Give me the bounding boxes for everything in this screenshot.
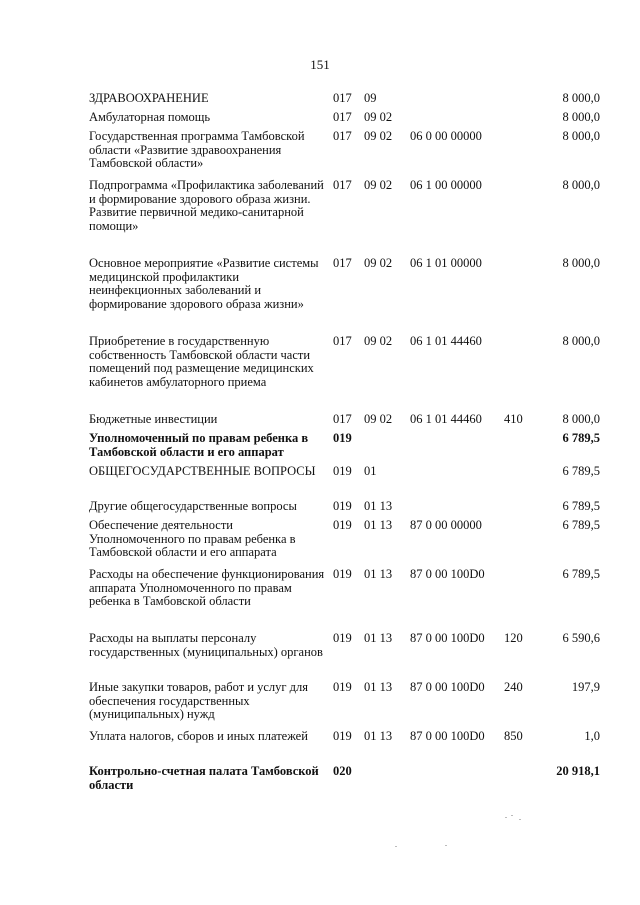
- row-amount: 6 789,5: [562, 431, 600, 445]
- row-name: ЗДРАВООХРАНЕНИЕ: [89, 91, 209, 105]
- row-ministry-code: 019: [333, 464, 352, 478]
- row-ministry-code: 019: [333, 680, 352, 694]
- row-target-code: 87 0 00 100D0: [410, 680, 485, 694]
- row-name: Расходы на выплаты персоналу государственных (муниципальных) органов: [89, 631, 323, 659]
- row-ministry-code: 017: [333, 256, 352, 270]
- row-ministry-code: 017: [333, 110, 352, 124]
- row-ministry-code: 019: [333, 431, 352, 445]
- row-name: Уполномоченный по правам ребенка в Тамбовской области и его аппарат: [89, 431, 309, 459]
- row-section-code: 01 13: [364, 499, 393, 513]
- row-section-code: 09 02: [364, 178, 393, 192]
- row-name: Бюджетные инвестиции: [89, 412, 218, 426]
- row-target-code: 06 1 00 00000: [410, 178, 482, 192]
- page-number: 151: [310, 57, 330, 72]
- row-amount: 8 000,0: [562, 129, 600, 143]
- row-amount: 6 789,5: [562, 499, 600, 513]
- row-amount: 6 590,6: [562, 631, 600, 645]
- row-section-code: 01 13: [364, 567, 393, 581]
- row-expense-code: 240: [504, 680, 523, 694]
- row-name: ОБЩЕГОСУДАРСТВЕННЫЕ ВОПРОСЫ: [89, 464, 316, 478]
- row-amount: 20 918,1: [556, 764, 600, 778]
- row-section-code: 01 13: [364, 680, 393, 694]
- row-section-code: 09 02: [364, 412, 393, 426]
- row-ministry-code: 020: [333, 764, 352, 778]
- row-amount: 197,9: [571, 680, 600, 694]
- row-target-code: 87 0 00 00000: [410, 518, 482, 532]
- row-section-code: 01: [364, 464, 377, 478]
- row-section-code: 09 02: [364, 110, 393, 124]
- row-amount: 8 000,0: [562, 91, 600, 105]
- row-ministry-code: 017: [333, 334, 352, 348]
- row-amount: 8 000,0: [562, 178, 600, 192]
- row-amount: 8 000,0: [562, 412, 600, 426]
- row-expense-code: 120: [504, 631, 523, 645]
- row-ministry-code: 019: [333, 567, 352, 581]
- row-name: Основное мероприятие «Развитие системы медицинской профилактики неинфекционных заболеваний и формирование здорового образа жизни»: [89, 256, 319, 311]
- row-amount: 6 789,5: [562, 567, 600, 581]
- row-name: Подпрограмма «Профилактика заболеваний и формирование здорового образа жизни. Развитие первичной медико-санитарной помощи»: [89, 178, 324, 233]
- row-section-code: 09 02: [364, 129, 393, 143]
- row-section-code: 01 13: [364, 518, 393, 532]
- row-name: Приобретение в государственную собственность Тамбовской области части помещений под размещение медицинских кабинетов амбулаторного приема: [89, 334, 314, 389]
- row-target-code: 87 0 00 100D0: [410, 567, 485, 581]
- row-ministry-code: 017: [333, 412, 352, 426]
- row-amount: 6 789,5: [562, 464, 600, 478]
- row-name: Расходы на обеспечение функционирования аппарата Уполномоченного по правам ребенка в Тамбовской области: [89, 567, 325, 609]
- row-target-code: 87 0 00 100D0: [410, 631, 485, 645]
- row-section-code: 01 13: [364, 729, 393, 743]
- row-name: Другие общегосударственные вопросы: [89, 499, 297, 513]
- row-section-code: 01 13: [364, 631, 393, 645]
- row-target-code: 87 0 00 100D0: [410, 729, 485, 743]
- row-target-code: 06 0 00 00000: [410, 129, 482, 143]
- row-amount: 1,0: [584, 729, 600, 743]
- row-name: Амбулаторная помощь: [89, 110, 211, 124]
- row-ministry-code: 017: [333, 129, 352, 143]
- row-name: Уплата налогов, сборов и иных платежей: [89, 729, 308, 743]
- row-section-code: 09 02: [364, 256, 393, 270]
- row-target-code: 06 1 01 44460: [410, 412, 482, 426]
- row-ministry-code: 017: [333, 178, 352, 192]
- row-expense-code: 850: [504, 729, 523, 743]
- row-ministry-code: 019: [333, 631, 352, 645]
- row-name: Иные закупки товаров, работ и услуг для обеспечения государственных (муниципальных) нужд: [89, 680, 309, 722]
- row-target-code: 06 1 01 00000: [410, 256, 482, 270]
- row-ministry-code: 019: [333, 729, 352, 743]
- row-amount: 8 000,0: [562, 256, 600, 270]
- row-section-code: 09 02: [364, 334, 393, 348]
- row-name: Государственная программа Тамбовской области «Развитие здравоохранения Тамбовской области»: [89, 129, 305, 171]
- row-amount: 8 000,0: [562, 334, 600, 348]
- row-amount: 6 789,5: [562, 518, 600, 532]
- row-expense-code: 410: [504, 412, 523, 426]
- row-ministry-code: 017: [333, 91, 352, 105]
- row-ministry-code: 019: [333, 518, 352, 532]
- scan-specks: [505, 815, 545, 825]
- row-name: Контрольно-счетная палата Тамбовской области: [89, 764, 319, 792]
- row-ministry-code: 019: [333, 499, 352, 513]
- row-amount: 8 000,0: [562, 110, 600, 124]
- row-target-code: 06 1 01 44460: [410, 334, 482, 348]
- row-section-code: 09: [364, 91, 377, 105]
- row-name: Обеспечение деятельности Уполномоченного по правам ребенка в Тамбовской области и его аппарата: [89, 518, 296, 560]
